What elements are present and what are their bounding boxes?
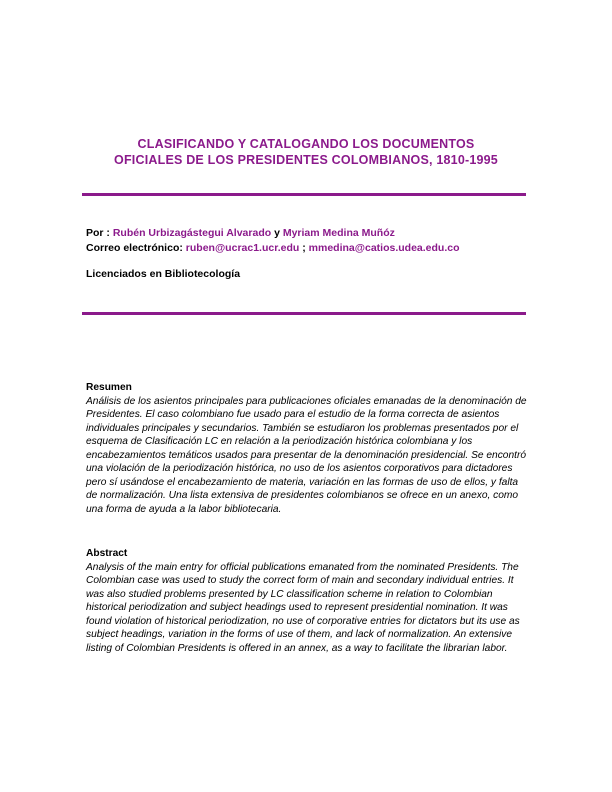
author-1: Rubén Urbizagástegui Alvarado: [112, 227, 272, 239]
email-separator: ;: [302, 242, 306, 254]
resumen-section: [86, 381, 530, 516]
email-link-2[interactable]: mmedina@catios.udea.edu.co: [308, 242, 460, 254]
author-2: Myriam Medina Muñóz: [282, 227, 395, 239]
document-title: [60, 136, 552, 168]
author-block: [86, 226, 546, 256]
resumen-body: Análisis de los asientos principales para publicaciones oficiales emanadas de la denominación de Presidentes. El caso colombiano fue usado para el estudio de la forma correcta de asientos individuales principales y secundarios. También se estudiaron los problemas presentados por el esquema de Clasificación LC en relación a la periodización histórica colombiana y los encabezamientos temáticos usados para presentar de la denominación presidencial. Se encontró una violación de la periodización histórica, no uso de los asientos corporativos para dictadores pero sí usándose el encabezamiento de materia, variación en las formas de uso de ellos, y falta de normalización. Una lista extensiva de presidentes colombianos se ofrece en un anexo, como una forma de ayuda a la labor bibliotecaria.: [86, 395, 527, 515]
email-link-1[interactable]: ruben@ucrac1.ucr.edu: [185, 242, 300, 254]
title-line-2: OFICIALES DE LOS PRESIDENTES COLOMBIANOS, 1810-1995: [114, 153, 498, 167]
abstract-section: [86, 547, 530, 655]
email-label: Correo electrónico:: [86, 242, 183, 254]
author-role: Licenciados en Bibliotecología: [86, 268, 241, 280]
divider-bottom: [82, 312, 526, 315]
resumen-heading: Resumen: [86, 382, 132, 393]
email-line: [86, 241, 546, 256]
abstract-body: Analysis of the main entry for official publications emanated from the nominated Presidents. The Colombian case was used to study the correct form of main and secondary individual entries. It was also studied problems presented by LC classification scheme in relation to Colombian historical periodization and subject headings used to represent presidential nomination. It was found violation of historical periodization, no use of corporative entries for dictators but its use as subject headings, variation in the forms of use of them, and lack of normalization. An extensive listing of Colombian Presidents is offered in an annex, as a way to facilitate the librarian labor.: [86, 561, 520, 654]
title-line-1: CLASIFICANDO Y CATALOGANDO LOS DOCUMENTOS: [137, 137, 475, 151]
divider-top: [82, 193, 526, 196]
abstract-heading: Abstract: [86, 548, 128, 559]
author-line: [86, 226, 546, 241]
por-label: Por :: [86, 227, 110, 239]
author-conjunction: y: [274, 227, 280, 239]
